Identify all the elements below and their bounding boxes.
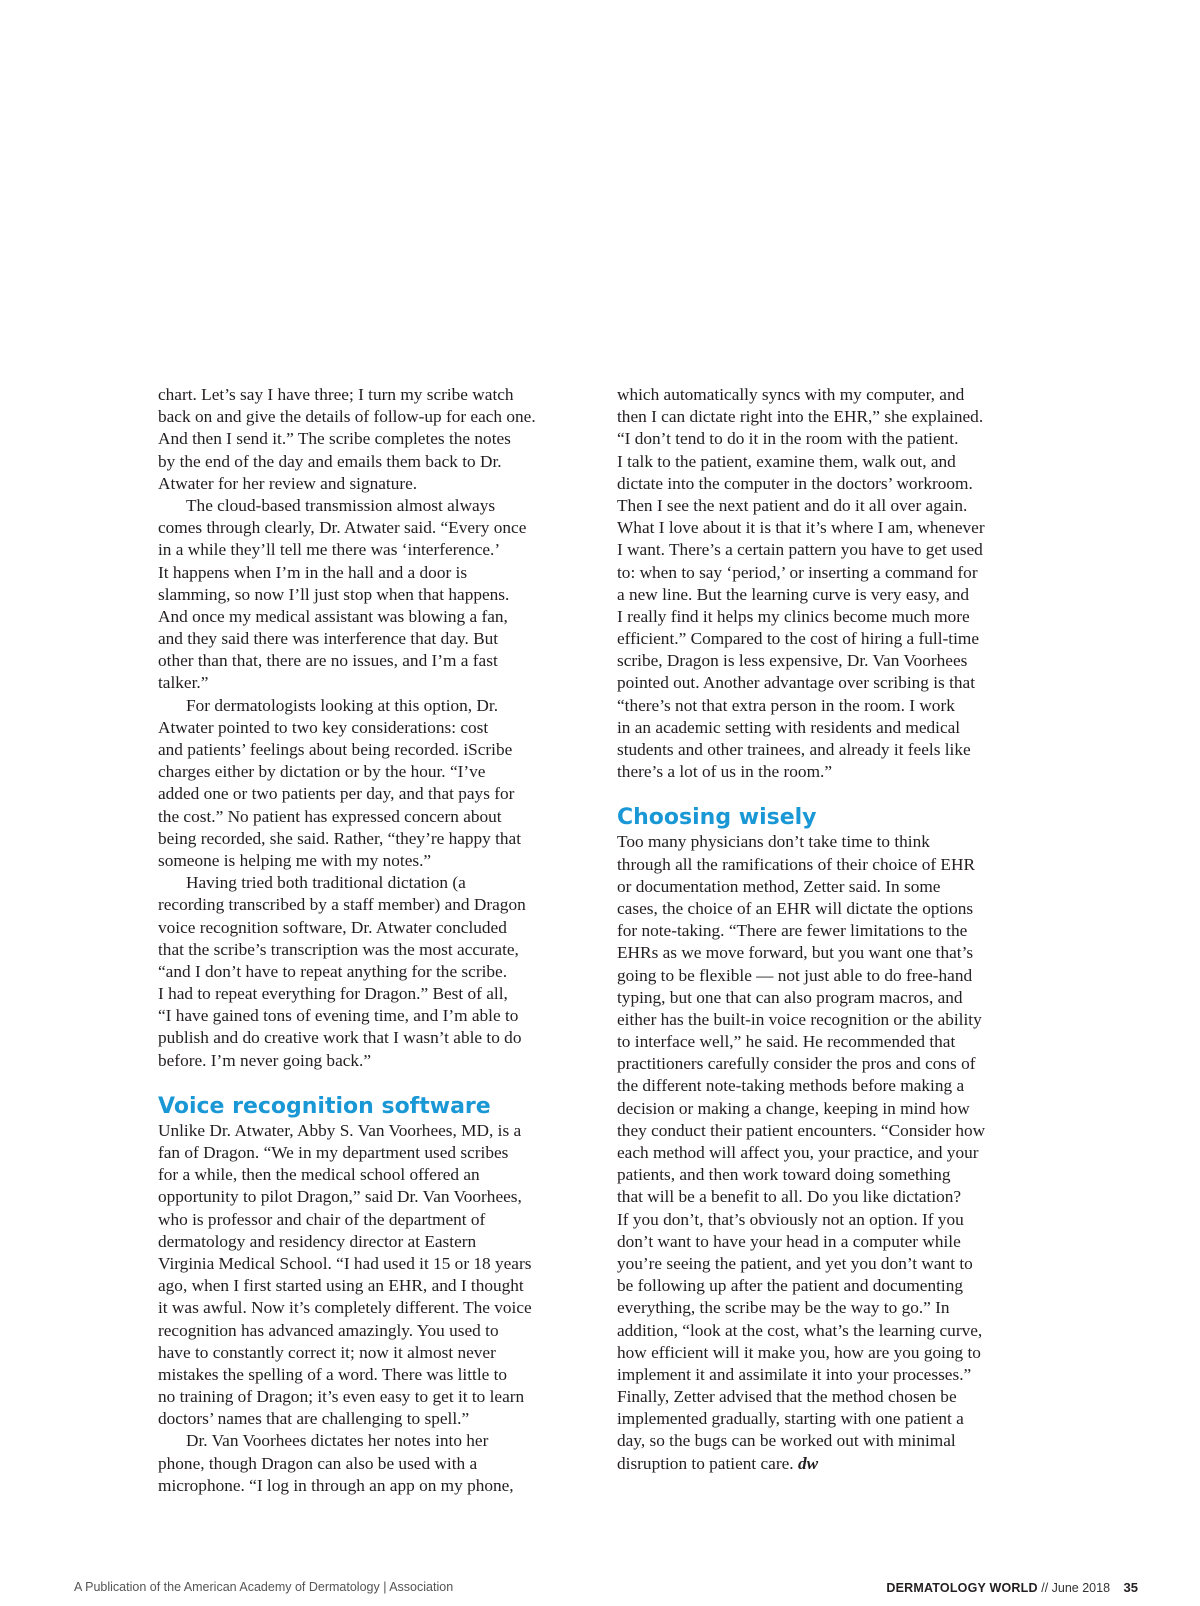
text-line: decision or making a change, keeping in mind how bbox=[617, 1098, 970, 1118]
section-heading-choosing-wisely: Choosing wisely bbox=[617, 805, 817, 831]
final-line bbox=[617, 1453, 1055, 1475]
section-heading-voice-recognition: Voice recognition software bbox=[158, 1093, 491, 1119]
text-line: I want. There’s a certain pattern you have to get used bbox=[617, 540, 983, 560]
text-line: in a while they’ll tell me there was ‘interference.’ bbox=[158, 540, 501, 560]
text-line: being recorded, she said. Rather, “they’re happy that bbox=[158, 828, 522, 848]
text-line: in an academic setting with residents and medical bbox=[617, 717, 961, 737]
text-line: implement it and assimilate it into your processes.” bbox=[617, 1364, 972, 1384]
text-line: recording transcribed by a staff member) and Dragon bbox=[158, 895, 526, 915]
text-line: efficient.” Compared to the cost of hiring a full-time bbox=[617, 629, 979, 649]
text-line: It happens when I’m in the hall and a door is bbox=[158, 562, 468, 582]
text-line: Atwater for her review and signature. bbox=[158, 473, 418, 493]
text-line: there’s a lot of us in the room.” bbox=[617, 762, 833, 782]
text-line: which automatically syncs with my computer, and bbox=[617, 385, 965, 404]
paragraph-cloud-transmission bbox=[158, 495, 590, 695]
text-line: pointed out. Another advantage over scribing is that bbox=[617, 673, 976, 693]
text-line: they conduct their patient encounters. “Consider how bbox=[617, 1120, 986, 1140]
text-line: other than that, there are no issues, and I’m a fast bbox=[158, 651, 498, 671]
text-line: If you don’t, that’s obviously not an option. If you bbox=[617, 1209, 964, 1229]
text-line: don’t want to have your head in a computer while bbox=[617, 1231, 961, 1251]
page-number: 35 bbox=[1123, 1580, 1138, 1595]
text-line: Atwater pointed to two key considerations: cost bbox=[158, 717, 489, 737]
text-line: that the scribe’s transcription was the most accurate, bbox=[158, 939, 519, 959]
text-line: students and other trainees, and already it feels like bbox=[617, 740, 971, 759]
text-line: typing, but one that can also program macros, and bbox=[617, 987, 963, 1007]
text-line: voice recognition software, Dr. Atwater concluded bbox=[158, 917, 507, 937]
text-line: dictate into the computer in the doctors’ workroom. bbox=[617, 473, 973, 493]
text-line: a new line. But the learning curve is very easy, and bbox=[617, 584, 970, 604]
text-line: the cost.” No patient has expressed concern about bbox=[158, 806, 502, 826]
footer-publisher: A Publication of the American Academy of Dermatology | Association bbox=[74, 1580, 454, 1594]
text-line: chart. Let’s say I have three; I turn my scribe watch bbox=[158, 385, 514, 404]
text-line: the different note-taking methods before making a bbox=[617, 1076, 965, 1096]
text-line: doctors’ names that are challenging to spell.” bbox=[158, 1409, 470, 1429]
text-line: Virginia Medical School. “I had used it 15 or 18 years bbox=[158, 1253, 532, 1273]
paragraph-phone-dictation bbox=[158, 1430, 590, 1497]
text-line: cases, the choice of an EHR will dictate the options bbox=[617, 898, 974, 918]
text-line: someone is helping me with my notes.” bbox=[158, 850, 432, 870]
text-line: mistakes the spelling of a word. There was little to bbox=[158, 1364, 508, 1384]
text-line: scribe, Dragon is less expensive, Dr. Van Voorhees bbox=[617, 651, 968, 671]
text-line: dermatology and residency director at Eastern bbox=[158, 1231, 477, 1251]
paragraph-considerations bbox=[158, 695, 590, 873]
text-line: What I love about it is that it’s where I am, whenever bbox=[617, 518, 985, 538]
paragraph-traditional-dictation bbox=[158, 872, 590, 1072]
text-line: And once my medical assistant was blowing a fan, bbox=[158, 606, 508, 626]
text-line: to interface well,” he said. He recommended that bbox=[617, 1032, 956, 1052]
text-line: for a while, then the medical school offered an bbox=[158, 1165, 480, 1185]
text-line: you’re seeing the patient, and yet you don’t want to bbox=[617, 1253, 973, 1273]
text-line: each method will affect you, your practice, and your bbox=[617, 1143, 979, 1162]
text-line: EHRs as we move forward, but you want one that’s bbox=[617, 943, 974, 963]
text-line: microphone. “I log in through an app on my phone, bbox=[158, 1475, 514, 1495]
text-line: “there’s not that extra person in the room. I work bbox=[617, 695, 955, 715]
text-line: be following up after the patient and documenting bbox=[617, 1276, 964, 1296]
paragraph-choosing-wisely bbox=[617, 831, 1055, 1452]
text-line: Finally, Zetter advised that the method chosen be bbox=[617, 1387, 957, 1407]
paragraph-van-voorhees bbox=[158, 1120, 590, 1431]
text-line: I really find it helps my clinics become much more bbox=[617, 606, 970, 626]
text-line: before. I’m never going back.” bbox=[158, 1050, 372, 1070]
text-line: “I have gained tons of evening time, and I’m able to bbox=[158, 1006, 519, 1026]
text-line: and patients’ feelings about being recorded. iScribe bbox=[158, 740, 513, 759]
text-line: that will be a benefit to all. Do you like dictation? bbox=[617, 1187, 962, 1207]
paragraph-dragon-sync bbox=[617, 384, 1055, 783]
text-line: it was awful. Now it’s completely different. The voice bbox=[158, 1298, 532, 1318]
text-line: For dermatologists looking at this option, Dr. bbox=[186, 695, 499, 715]
text-line: to: when to say ‘period,’ or inserting a command for bbox=[617, 562, 978, 582]
text-line: who is professor and chair of the department of bbox=[158, 1209, 486, 1229]
text-line: Then I see the next patient and do it all over again. bbox=[617, 495, 968, 515]
text-line: “and I don’t have to repeat anything for the scribe. bbox=[158, 961, 508, 981]
text-line: addition, “look at the cost, what’s the learning curve, bbox=[617, 1320, 983, 1340]
text-line: added one or two patients per day, and that pays for bbox=[158, 784, 515, 804]
text-line: patients, and then work toward doing something bbox=[617, 1165, 951, 1185]
text-line: Unlike Dr. Atwater, Abby S. Van Voorhees, MD, is a bbox=[158, 1120, 522, 1140]
text-line: The cloud-based transmission almost always bbox=[186, 495, 496, 515]
text-line: no training of Dragon; it’s even easy to get it to learn bbox=[158, 1387, 525, 1407]
issue-date: June 2018 bbox=[1051, 1581, 1111, 1595]
paragraph-scribe-notes bbox=[158, 384, 590, 495]
footer-folio bbox=[886, 1580, 1138, 1595]
text-line: through all the ramifications of their choice of EHR bbox=[617, 854, 975, 874]
text-line: charges either by dictation or by the hour. “I’ve bbox=[158, 762, 486, 782]
text-line: either has the built-in voice recognition or the ability bbox=[617, 1009, 982, 1029]
text-line: everything, the scribe may be the way to go.” In bbox=[617, 1298, 950, 1318]
text-line: for note-taking. “There are fewer limitations to the bbox=[617, 921, 968, 941]
signoff-mark: dw bbox=[797, 1453, 819, 1473]
left-column bbox=[158, 384, 590, 1497]
text-line: going to be flexible — not just able to do free-hand bbox=[617, 965, 973, 985]
text-line: and they said there was interference that day. But bbox=[158, 629, 499, 649]
text-line: phone, though Dragon can also be used with a bbox=[158, 1453, 478, 1473]
magazine-name: DERMATOLOGY WORLD bbox=[886, 1581, 1038, 1595]
text-line: day, so the bugs can be worked out with minimal bbox=[617, 1431, 956, 1451]
text-line: talker.” bbox=[158, 673, 209, 693]
text-line: publish and do creative work that I wasn’t able to do bbox=[158, 1028, 522, 1048]
text-line: practitioners carefully consider the pros and cons of bbox=[617, 1054, 976, 1074]
text-line: fan of Dragon. “We in my department used scribes bbox=[158, 1143, 509, 1162]
folio-separator: // bbox=[1041, 1581, 1049, 1595]
text-line: how efficient will it make you, how are you going to bbox=[617, 1342, 981, 1362]
text-line: Having tried both traditional dictation (a bbox=[186, 873, 466, 893]
text-line: I talk to the patient, examine them, walk out, and bbox=[617, 451, 956, 471]
text-line: then I can dictate right into the EHR,” she explained. bbox=[617, 407, 984, 427]
text-line: Too many physicians don’t take time to think bbox=[617, 832, 930, 852]
text-line: comes through clearly, Dr. Atwater said. “Every once bbox=[158, 518, 527, 538]
text-line: by the end of the day and emails them back to Dr. bbox=[158, 451, 502, 471]
text-line: implemented gradually, starting with one patient a bbox=[617, 1409, 964, 1429]
text-line: slamming, so now I’ll just stop when that happens. bbox=[158, 584, 510, 604]
text-line: opportunity to pilot Dragon,” said Dr. Van Voorhees, bbox=[158, 1187, 522, 1207]
final-line-text: disruption to patient care. bbox=[617, 1453, 794, 1473]
text-line: have to constantly correct it; now it almost never bbox=[158, 1342, 496, 1362]
text-line: ago, when I first started using an EHR, and I thought bbox=[158, 1276, 524, 1296]
text-line: I had to repeat everything for Dragon.” Best of all, bbox=[158, 984, 508, 1004]
text-line: “I don’t tend to do it in the room with the patient. bbox=[617, 429, 959, 449]
text-line: Dr. Van Voorhees dictates her notes into her bbox=[186, 1431, 489, 1451]
text-line: recognition has advanced amazingly. You used to bbox=[158, 1320, 499, 1340]
text-line: And then I send it.” The scribe completes the notes bbox=[158, 429, 511, 449]
right-column bbox=[617, 384, 1055, 1475]
text-line: back on and give the details of follow-up for each one. bbox=[158, 407, 536, 427]
text-line: or documentation method, Zetter said. In some bbox=[617, 876, 941, 896]
